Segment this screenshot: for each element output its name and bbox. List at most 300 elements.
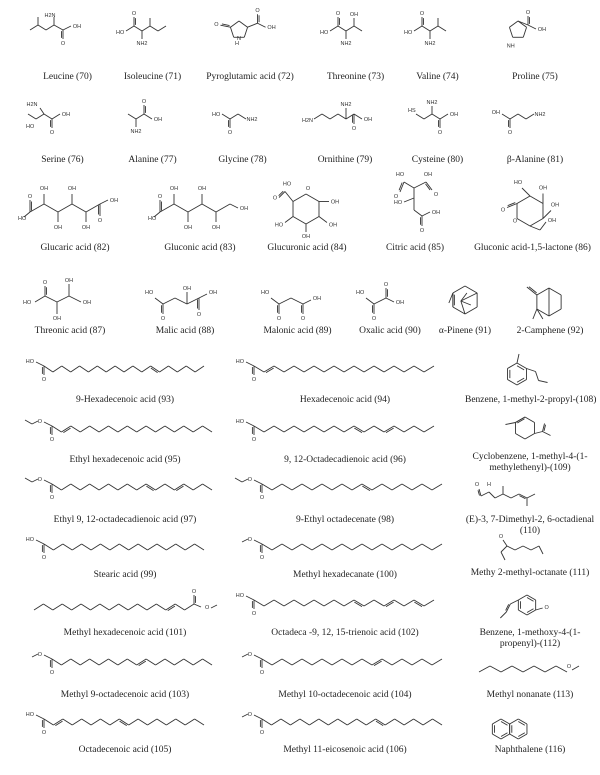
bond: [72, 719, 81, 725]
bond: [40, 108, 44, 114]
bond: [402, 659, 412, 665]
bond: [572, 666, 579, 670]
bond: [342, 484, 352, 490]
bond: [366, 298, 374, 304]
bond: [440, 114, 448, 119]
atom-label: O: [251, 377, 257, 383]
bond: [322, 659, 332, 665]
bond: [254, 600, 264, 606]
compound-label: Isoleucine (71): [123, 72, 182, 82]
compound-c85: [370, 168, 460, 267]
bond: [507, 380, 517, 386]
structure-c73: [308, 12, 403, 54]
compound-c109: [465, 408, 595, 476]
atom-label: O: [131, 11, 137, 17]
atom-label: O: [49, 495, 55, 501]
bond: [118, 426, 127, 432]
bond: [246, 596, 254, 600]
atom-label: O: [251, 437, 257, 443]
structure-c80: [400, 100, 475, 142]
compound-label: Methy 2-methyl-octanate (111): [470, 568, 590, 578]
bond: [254, 480, 262, 484]
bond: [374, 600, 384, 606]
bond: [507, 363, 517, 369]
bond: [404, 719, 413, 725]
compound-c75: [490, 12, 580, 96]
bond: [528, 25, 536, 29]
bond: [422, 484, 432, 490]
atom-label: OH: [537, 27, 547, 33]
atom-label: O: [500, 207, 506, 214]
bond: [44, 719, 53, 725]
bond: [357, 719, 366, 725]
bond: [138, 719, 147, 725]
atom-label: O: [49, 670, 55, 676]
atom-label: OH: [67, 186, 77, 192]
bond: [216, 204, 230, 212]
atom-label: O: [272, 195, 278, 202]
bond: [510, 719, 519, 724]
bond: [539, 381, 548, 383]
atom-label: OH: [53, 225, 63, 231]
bond: [527, 369, 536, 372]
atom-label: OH: [169, 186, 179, 192]
bond: [344, 426, 354, 432]
bond: [352, 659, 362, 665]
structure-c103: [20, 645, 230, 681]
bond: [284, 426, 294, 432]
bond: [332, 484, 342, 490]
compound-label: Methyl 10-octadecenoic acid (104): [278, 690, 412, 700]
atom-label: HO: [356, 290, 365, 296]
compound-label: Octadeca -9, 12, 15-trienoic acid (102): [271, 628, 419, 638]
bond: [344, 366, 354, 372]
bond: [364, 600, 374, 606]
compound-label: Ethyl 9, 12-octadecadienoic acid (97): [53, 515, 197, 525]
atom-label: OH: [267, 25, 276, 32]
bond: [509, 27, 512, 37]
atom-label: H2N: [302, 118, 314, 124]
bond: [338, 719, 347, 725]
atom-label: OH: [52, 316, 62, 322]
bond: [202, 204, 216, 212]
compound-c93: [20, 352, 230, 419]
bond: [61, 659, 70, 665]
bond: [63, 719, 72, 725]
bond: [203, 659, 212, 665]
bond: [414, 366, 424, 372]
bond: [501, 719, 510, 724]
bond: [489, 492, 495, 498]
bond: [281, 719, 290, 725]
compound-label: Malic acid (88): [155, 326, 215, 336]
bond: [142, 366, 151, 372]
bond: [80, 659, 89, 665]
structure-c71: [110, 12, 195, 54]
atom-label: HO: [235, 359, 244, 365]
bond: [174, 659, 183, 665]
bond: [35, 296, 45, 302]
bond: [188, 204, 202, 212]
compound-label: Methyl hexadecenoic acid (101): [63, 628, 187, 638]
bond: [62, 604, 71, 610]
bond: [530, 219, 543, 227]
atom-label: O: [160, 316, 166, 322]
bond: [302, 659, 312, 665]
bond: [530, 196, 543, 204]
atom-label: OH: [431, 210, 441, 216]
atom-label: H: [235, 41, 239, 47]
bond: [293, 194, 306, 202]
compound-label: Naphthalene (116): [494, 745, 566, 755]
bond: [395, 719, 404, 725]
bond: [404, 198, 414, 202]
bond: [518, 595, 527, 600]
bond: [285, 217, 293, 223]
structure-c106: [230, 705, 460, 741]
bond: [312, 659, 322, 665]
bond: [354, 114, 362, 119]
bond: [271, 298, 279, 304]
compound-label: α-Pinene (91): [438, 326, 492, 336]
bond: [399, 183, 402, 191]
compound-label: (E)-3, 7-Dimethyl-2, 6-octadienal (110): [465, 515, 595, 536]
structure-c82: [10, 172, 140, 247]
atom-label: OH: [61, 112, 71, 118]
bond: [549, 309, 561, 316]
atom-label: O: [335, 11, 341, 17]
bond: [235, 478, 242, 482]
atom-label: O: [544, 605, 549, 611]
atom-label: HO: [395, 172, 405, 178]
bond: [44, 204, 58, 212]
bond: [118, 659, 127, 665]
atom-label: HO: [235, 419, 244, 425]
atom-label: OH: [81, 225, 91, 231]
atom-label: O: [97, 218, 103, 224]
bond: [147, 604, 156, 610]
bond: [211, 605, 217, 608]
bond: [515, 546, 523, 550]
bond: [44, 480, 52, 484]
atom-label: O: [512, 218, 518, 225]
atom-label: OH: [153, 117, 163, 123]
compound-c82: [10, 172, 140, 267]
bond: [72, 204, 86, 212]
bond: [238, 114, 246, 119]
atom-label: HO: [513, 180, 523, 186]
bond: [384, 366, 394, 372]
atom-label: O: [305, 186, 311, 192]
compound-c71: [110, 12, 195, 96]
bond: [338, 26, 346, 31]
atom-label: O: [251, 611, 257, 617]
bond: [556, 666, 567, 672]
atom-label: O: [276, 316, 282, 322]
bond: [293, 217, 306, 225]
bond: [414, 210, 422, 216]
atom-label: O: [42, 280, 48, 286]
bond: [537, 288, 549, 295]
bond: [36, 362, 44, 366]
bond: [314, 600, 324, 606]
bond: [319, 217, 327, 223]
compound-c77: [110, 100, 195, 179]
bond: [535, 432, 543, 434]
bond: [38, 25, 46, 30]
bond: [44, 114, 52, 119]
bond: [518, 114, 526, 119]
bond: [314, 366, 324, 372]
bond: [71, 366, 80, 372]
atom-label: OH: [449, 112, 459, 118]
bond: [262, 659, 272, 665]
bond: [138, 544, 147, 550]
bond: [222, 114, 230, 119]
compound-label: Gluconic acid-1,5-lactone (86): [474, 243, 591, 253]
compound-c112: [465, 585, 595, 652]
bond: [501, 552, 505, 560]
bond: [292, 484, 302, 490]
bond: [158, 26, 166, 31]
atom-label: OH: [182, 286, 192, 292]
bond: [160, 366, 169, 372]
bond: [58, 204, 72, 212]
bond: [108, 659, 117, 665]
bond: [156, 659, 165, 665]
compound-c95: [20, 412, 230, 479]
bond: [282, 484, 292, 490]
structure-c104: [230, 645, 460, 681]
atom-label: O: [525, 10, 531, 16]
bond: [461, 293, 477, 301]
atom-label: HO: [235, 593, 244, 599]
structure-c93: [20, 352, 230, 388]
bond: [507, 546, 515, 550]
structure-c101: [20, 586, 230, 622]
atom-label: NH2: [340, 41, 352, 47]
compound-label: Benzene, 1-methoxy-4-(1-propenyl)-(112): [479, 628, 581, 649]
bond: [508, 203, 516, 206]
bond: [82, 719, 91, 725]
bond: [193, 484, 202, 490]
compound-label: Glycine (78): [218, 155, 267, 165]
bond: [510, 114, 518, 119]
bond: [304, 366, 314, 372]
bond: [414, 182, 426, 188]
atom-label: O: [41, 377, 47, 383]
bond: [129, 544, 138, 550]
atom-label: OH: [423, 172, 433, 178]
bond: [354, 366, 364, 372]
bond: [44, 422, 52, 426]
bond: [138, 604, 147, 610]
bond: [54, 25, 63, 30]
compound-c98: [230, 470, 460, 539]
atom-label: NH2: [340, 102, 352, 108]
atom-label: O: [433, 192, 439, 198]
bond: [536, 608, 543, 610]
bond: [100, 544, 109, 550]
bond: [319, 719, 328, 725]
compound-label: Cysteine (80): [411, 155, 464, 165]
bond: [432, 544, 442, 550]
bond: [495, 494, 503, 498]
bond: [108, 426, 117, 432]
bond: [342, 659, 352, 665]
atom-label: OH: [491, 110, 500, 116]
atom-label: NH2: [130, 129, 142, 135]
structure-c99: [20, 530, 230, 566]
compound-c73: [308, 12, 403, 96]
bond: [290, 719, 299, 725]
atom-label: O: [49, 437, 55, 443]
bond: [36, 715, 44, 719]
structure-c116: [465, 705, 595, 745]
atom-label: OH: [547, 218, 557, 224]
bond: [254, 540, 262, 544]
bond: [364, 426, 374, 432]
bond: [347, 719, 356, 725]
atom-label: O: [247, 477, 252, 483]
compound-label: 9-Ethyl octadecenate (98): [295, 515, 395, 525]
bond: [525, 417, 535, 423]
atom-label: HO: [25, 712, 34, 718]
bond: [36, 540, 44, 544]
atom-label: O: [214, 22, 219, 29]
bond: [193, 426, 202, 432]
bond: [404, 182, 414, 188]
bond: [465, 307, 477, 314]
atom-label: NH2: [534, 112, 546, 118]
compound-label: Benzene, 1-methyl-2-propyl-(108): [465, 395, 597, 405]
bond: [264, 600, 274, 606]
structure-c96: [230, 412, 460, 448]
bond: [195, 719, 204, 725]
bond: [199, 294, 207, 298]
bond: [193, 659, 202, 665]
bond: [175, 298, 187, 304]
bond: [203, 426, 212, 432]
bond: [424, 366, 434, 372]
atom-label: HO: [148, 216, 157, 222]
atom-label: HS: [408, 108, 416, 114]
atom-label: OH: [330, 199, 340, 206]
bond: [515, 434, 525, 440]
atom-label: O: [41, 555, 47, 561]
bond: [174, 426, 183, 432]
atom-label: O: [383, 282, 389, 288]
compound-c104: [230, 645, 460, 714]
bond: [90, 659, 99, 665]
bond: [394, 366, 404, 372]
bond: [282, 659, 292, 665]
bond: [500, 612, 506, 618]
atom-label: OH: [538, 185, 548, 192]
bond: [88, 366, 97, 372]
bond: [148, 719, 157, 725]
bond: [133, 366, 142, 372]
atom-label: H2N: [44, 13, 56, 19]
compound-c84: [262, 165, 352, 267]
compound-label: Leucine (70): [43, 72, 92, 82]
structure-c109: [465, 408, 595, 448]
compound-c106: [230, 705, 460, 769]
bond: [334, 426, 344, 432]
bond: [534, 666, 545, 672]
bond: [372, 484, 382, 490]
bond: [382, 659, 392, 665]
bond: [137, 484, 146, 490]
bond: [392, 544, 402, 550]
bond: [518, 610, 527, 615]
bond: [432, 114, 440, 119]
bond: [52, 484, 61, 490]
bond: [174, 204, 188, 212]
bond: [536, 372, 539, 381]
bond: [539, 546, 543, 554]
bond: [108, 484, 117, 490]
bond: [352, 484, 362, 490]
atom-label: OH: [82, 300, 92, 306]
bond: [176, 544, 185, 550]
atom-label: OH: [64, 278, 74, 284]
bond: [271, 719, 280, 725]
structure-c83: [140, 172, 260, 247]
bond: [382, 484, 392, 490]
atom-label: OH: [301, 234, 311, 240]
bond: [258, 23, 266, 27]
atom-label: O: [259, 495, 265, 501]
compound-c89: [245, 262, 350, 350]
bond: [156, 604, 165, 610]
atom-label: O: [191, 589, 197, 595]
bond: [394, 600, 404, 606]
bond: [262, 719, 271, 725]
bond: [262, 544, 272, 550]
bond: [512, 666, 523, 672]
compound-c87: [15, 262, 125, 350]
structure-c108: [465, 350, 595, 390]
bond: [364, 366, 374, 372]
bond: [479, 666, 490, 672]
structure-c72: [195, 8, 305, 54]
bond: [80, 426, 89, 432]
bond: [30, 25, 38, 30]
bond: [244, 27, 247, 37]
compound-c72: [195, 8, 305, 96]
bond: [45, 296, 57, 302]
atom-label: O: [247, 537, 252, 543]
compound-c116: [465, 705, 595, 769]
bond: [254, 655, 262, 659]
bond: [481, 492, 489, 496]
bond: [525, 434, 535, 440]
bond: [292, 659, 302, 665]
compound-c74: [400, 12, 475, 96]
structure-c85: [370, 168, 460, 248]
bond: [501, 666, 512, 672]
bond: [86, 204, 100, 212]
bond: [510, 600, 518, 604]
compound-label: Methyl 11-eicosenoic acid (106): [283, 745, 407, 755]
bond: [517, 354, 519, 363]
compound-label: Glucaric acid (82): [40, 243, 110, 253]
bond: [165, 484, 174, 490]
atom-label: O: [37, 652, 42, 658]
bond: [110, 719, 119, 725]
bond: [248, 23, 258, 27]
